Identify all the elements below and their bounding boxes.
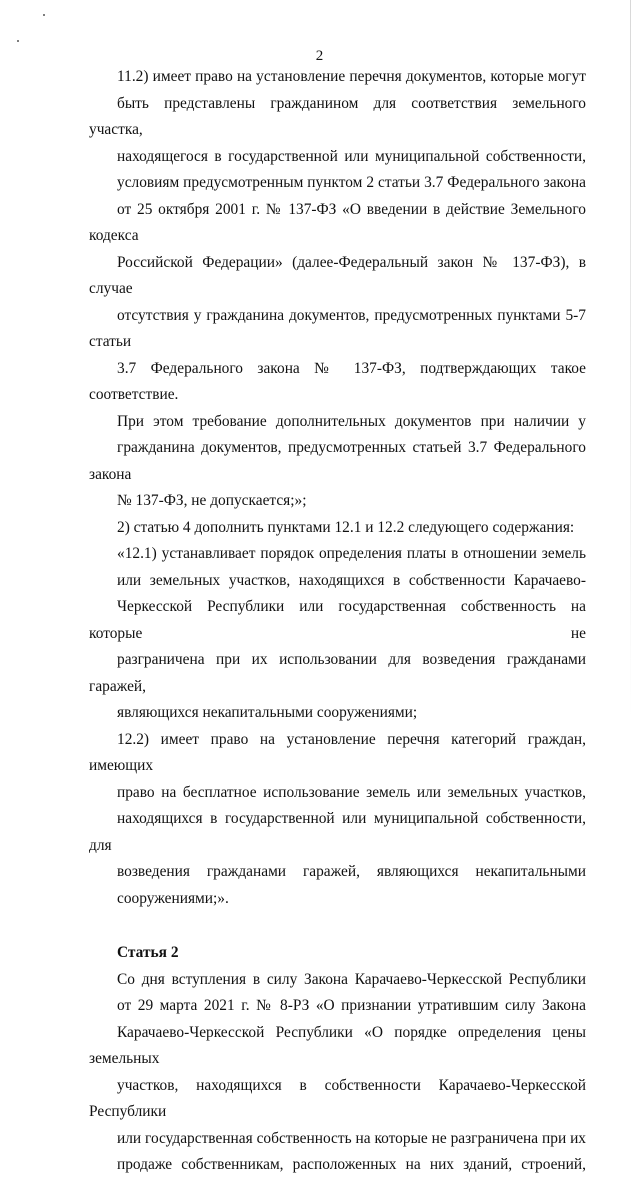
paragraph-12-2	[89, 727, 586, 913]
article-heading: Статья 2	[117, 944, 179, 961]
page-number: 2	[315, 48, 324, 64]
text-line: Российской Федерации» (далее-Федеральный закон № 137-ФЗ), в случае	[89, 253, 586, 297]
text-line: участков, находящихся в собственности Карачаево-Черкесской Республики	[89, 1076, 586, 1120]
paragraph-item-2	[89, 515, 586, 542]
paragraph-11-2	[89, 64, 586, 515]
text-line: При этом требование дополнительных документов при наличии у	[117, 412, 586, 430]
text-line: являющихся некапитальными сооружениями;	[117, 704, 418, 721]
paragraph-12-1	[89, 541, 586, 727]
scan-edge-line	[630, 0, 631, 720]
text-line: условиям предусмотренным пунктом 2 статьи 3.7 Федерального закона	[117, 174, 586, 191]
text-line: или земельных участков, находящихся в собственности Карачаево-	[117, 571, 586, 589]
scan-mark-left	[17, 40, 19, 42]
text-line: Черкесской Республики или государственная собственность на которые не	[89, 598, 586, 642]
text-line: от 25 октября 2001 г. № 137-ФЗ «О введении в действие Земельного кодекса	[89, 200, 586, 244]
text-line: право на бесплатное использование земель или земельных участков,	[117, 783, 586, 801]
text-line: отсутствия у гражданина документов, предусмотренных пунктами 5-7 статьи	[89, 306, 586, 350]
text-line: гражданина документов, предусмотренных статьей 3.7 Федерального закона	[89, 439, 586, 483]
text-line: 12.2) имеет право на установление перечня категорий граждан, имеющих	[89, 730, 586, 774]
text-line: или государственная собственность на которые не разграничена при их	[117, 1129, 586, 1147]
text-line: продаже собственникам, расположенных на них зданий, строений,	[117, 1156, 586, 1173]
text-line: находящихся в государственной или муниципальной собственности, для	[89, 810, 586, 854]
article-2-paragraph	[89, 967, 586, 1179]
text-line: сооружениями;».	[117, 889, 229, 907]
document-body	[89, 64, 586, 1179]
text-line: Со дня вступления в силу Закона Карачаево-Черкесской Республики	[117, 970, 586, 988]
text-line: 3.7 Федерального закона № 137-ФЗ, подтверждающих такое соответствие.	[89, 359, 586, 403]
text-line: 11.2) имеет право на установление перечня документов, которые могут	[117, 68, 586, 85]
scan-mark-top	[43, 14, 45, 16]
text-line: 2) статью 4 дополнить пунктами 12.1 и 12.2 следующего содержания:	[117, 518, 575, 536]
text-line: от 29 марта 2021 г. № 8-РЗ «О признании утратившим силу Закона	[117, 997, 586, 1014]
text-line: «12.1) устанавливает порядок определения платы в отношении земель	[117, 545, 586, 562]
text-line: Карачаево-Черкесской Республики «О порядке определения цены земельных	[89, 1023, 586, 1067]
text-line: возведения гражданами гаражей, являющихся некапитальными	[117, 863, 586, 880]
text-line: быть представлены гражданином для соответствия земельного участка,	[89, 94, 586, 138]
text-line: № 137-ФЗ, не допускается;»;	[117, 492, 307, 509]
text-line: разграничена при их использовании для возведения гражданами гаражей,	[89, 651, 586, 695]
text-line: находящегося в государственной или муниципальной собственности,	[117, 147, 586, 165]
